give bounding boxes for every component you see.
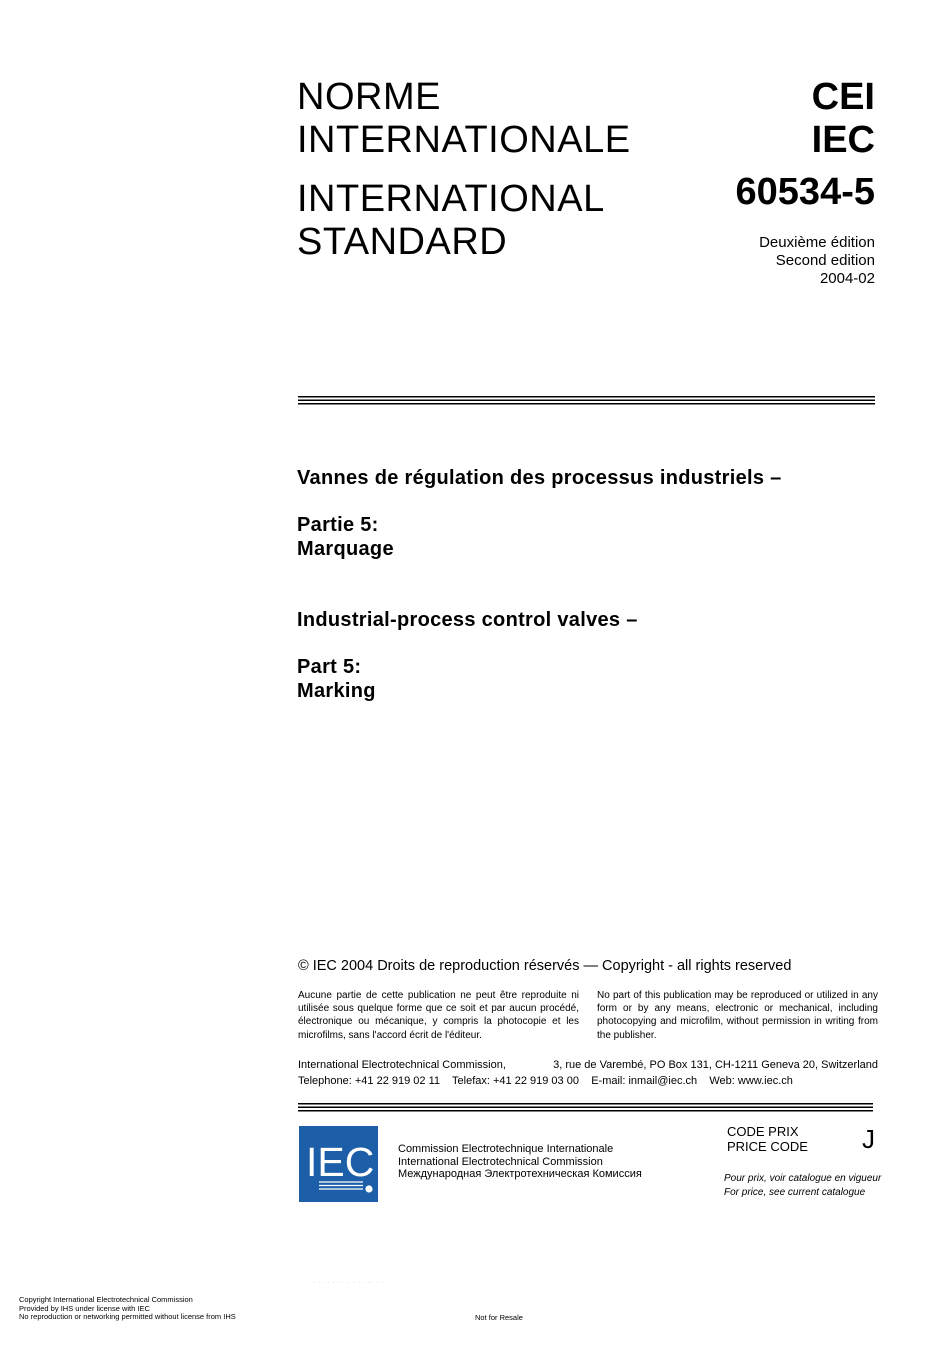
edition-info [759,234,875,288]
edition-fr: Deuxième édition [759,234,875,251]
title-fr-part-number: Partie 5: [297,514,379,536]
contact-details-row [298,1074,793,1088]
title-en-part [297,655,376,703]
title-fr-line1: NORME [297,76,441,118]
price-label-en: PRICE CODE [727,1139,808,1154]
org-code-en: IEC [811,119,875,161]
standard-number: 60534-5 [735,171,875,213]
footer-divider [298,1103,873,1112]
price-note [724,1172,881,1199]
copyright-notice-fr: Aucune partie de cette publication ne peut être reproduite ni utilisée sous quelque forme que ce soit et par aucun procédé, électronique ou mécanique, y compris la photocopie et les microfilms, sans l'accord écrit de l'éditeur. [298,990,579,1041]
iec-logo [299,1126,378,1202]
contact-address-row [298,1058,878,1072]
contact-email[interactable]: E-mail: inmail@iec.ch [591,1075,698,1087]
commission-fr: Commission Electrotechnique Internationale [398,1143,614,1155]
commission-names [398,1143,642,1181]
price-label-fr: CODE PRIX [727,1124,799,1139]
contact-web[interactable]: Web: www.iec.ch [709,1075,793,1087]
commission-en: International Electrotechnical Commission [398,1155,603,1168]
contact-telefax: Telefax: +41 22 919 03 00 [452,1075,579,1087]
iec-logo-text: IEC [306,1139,375,1185]
price-code-value: J [862,1124,875,1154]
edition-date: 2004-02 [819,270,875,287]
copyright-line: © IEC 2004 Droits de reproduction réservés — Copyright - all rights reserved [298,958,792,974]
title-en-subject: Marking [297,680,376,702]
organization-codes [812,76,875,162]
title-en-main: Industrial-process control valves – [297,609,638,631]
title-en-part-number: Part 5: [297,656,362,678]
org-code-fr: CEI [811,76,875,118]
commission-ru: Международная Электротехническая Комиссия [398,1168,642,1180]
title-fr-subject: Marquage [297,538,394,560]
contact-telephone: Telephone: +41 22 919 02 11 [298,1075,441,1087]
title-en-line1: INTERNATIONAL [297,178,605,220]
footer-line3: No reproduction or networking permitted without license from IHS [19,1312,236,1322]
iec-logo-icon [299,1126,378,1202]
price-note-fr: Pour prix, voir catalogue en vigueur [724,1173,882,1184]
price-note-en: For price, see current catalogue [724,1186,866,1198]
resale-notice: Not for Resale [475,1313,523,1322]
document-title [297,76,631,264]
title-en-line2: STANDARD [297,221,508,263]
price-code-label [727,1124,808,1154]
contact-address: 3, rue de Varembé, PO Box 131, CH-1211 Geneva 20, Switzerland [553,1059,878,1071]
edition-en: Second edition [775,252,875,269]
license-footer [19,1296,236,1322]
title-fr-line2: INTERNATIONALE [297,119,631,161]
title-fr-main: Vannes de régulation des processus industriels – [297,467,782,489]
header-divider [298,396,875,405]
scan-artifact: · · ·· · ·· · · ·· ·· · · [313,1280,385,1286]
copyright-notice-en: No part of this publication may be reproduced or utilized in any form or by any means, electronic or mechanical, including photocopying and microfilm, without permission in writing from the publisher. [597,990,878,1041]
footer-line1: Copyright International Electrotechnical Commission [19,1295,193,1304]
contact-org: International Electrotechnical Commission, [298,1059,506,1071]
footer-line2: Provided by IHS under license with IEC [19,1303,150,1313]
title-fr-part [297,513,394,561]
